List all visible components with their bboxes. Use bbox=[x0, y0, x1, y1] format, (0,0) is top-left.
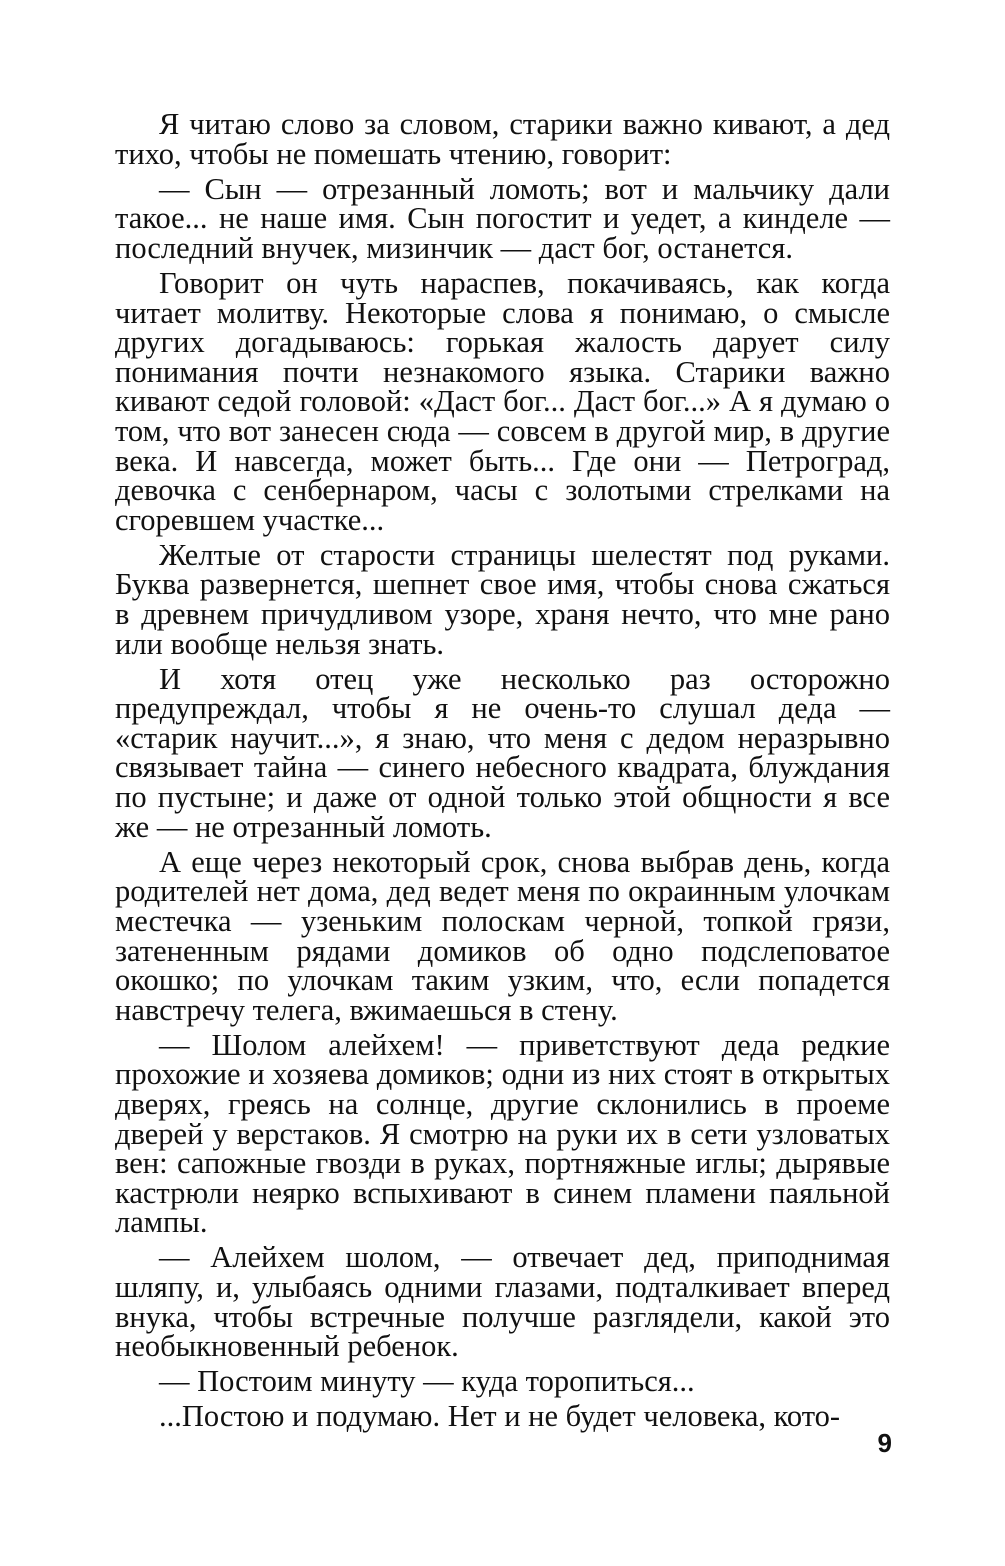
body-text bbox=[115, 107, 890, 1438]
paragraph-4: Желтые от старости страницы шелестят под руками. Буква развернется, шепнет свое имя, чтобы снова сжаться в древнем причудливом узоре, храня нечто, что мне рано или вообще нельзя знать. bbox=[115, 537, 890, 661]
paragraph-8: — Алейхем шолом, — отвечает дед, приподнимая шляпу, и, улыбаясь одними глазами, подталкивает вперед внука, чтобы встречные получше разглядели, какой это необыкновенный ребенок. bbox=[115, 1240, 890, 1364]
page-number: 9 bbox=[877, 1428, 892, 1458]
paragraph-2: — Сын — отрезанный ломоть; вот и мальчику дали такое... не наше имя. Сын погостит и уедет, а кинделе — последний внучек, мизинчик — даст бог, останется. bbox=[115, 171, 890, 265]
paragraph-1: Я читаю слово за словом, старики важно кивают, а дед тихо, чтобы не помешать чтению, говорит: bbox=[115, 107, 890, 171]
paragraph-6: А еще через некоторый срок, снова выбрав день, когда родителей нет дома, дед ведет меня по окраинным улочкам местечка — узеньким полоскам черной, топкой грязи, затененным рядами домиков об одно подслеповатое окошко; по улочкам таким узким, что, если попадется навстречу телега, вжимаешься в стену. bbox=[115, 844, 890, 1027]
paragraph-7: — Шолом алейхем! — приветствуют деда редкие прохожие и хозяева домиков; одни из них стоят в открытых дверях, греясь на солнце, другие склонились в проеме дверей у верстаков. Я смотрю на руки их в сети узловатых вен: сапожные гвозди в руках, портняжные иглы; дырявые кастрюли неярко вспыхивают в синем пламени паяльной лампы. bbox=[115, 1027, 890, 1240]
paragraph-9: — Постоим минуту — куда торопиться... bbox=[159, 1364, 695, 1399]
paragraph-10: ...Постою и подумаю. Нет и не будет человека, кото- bbox=[159, 1399, 841, 1434]
paragraph-3: Говорит он чуть нараспев, покачиваясь, как когда читает молитву. Некоторые слова я понимаю, о смысле других догадываюсь: горькая жалость дарует силу понимания почти незнакомого языка. Старики важно кивают седой головой: «Даст бог... Даст бог...» А я думаю о том, что вот занесен сюда — совсем в другой мир, в другие века. И навсегда, может быть... Где они — Петроград, девочка с сенбернаром, часы с золотыми стрелками на сгоревшем участке... bbox=[115, 265, 890, 537]
paragraph-5: И хотя отец уже несколько раз осторожно предупреждал, чтобы я не очень-то слушал деда — «старик научит...», я знаю, что меня с дедом неразрывно связывает тайна — синего небесного квадрата, блуждания по пустыне; и даже от одной только этой общности я все же — не отрезанный ломоть. bbox=[115, 661, 890, 844]
